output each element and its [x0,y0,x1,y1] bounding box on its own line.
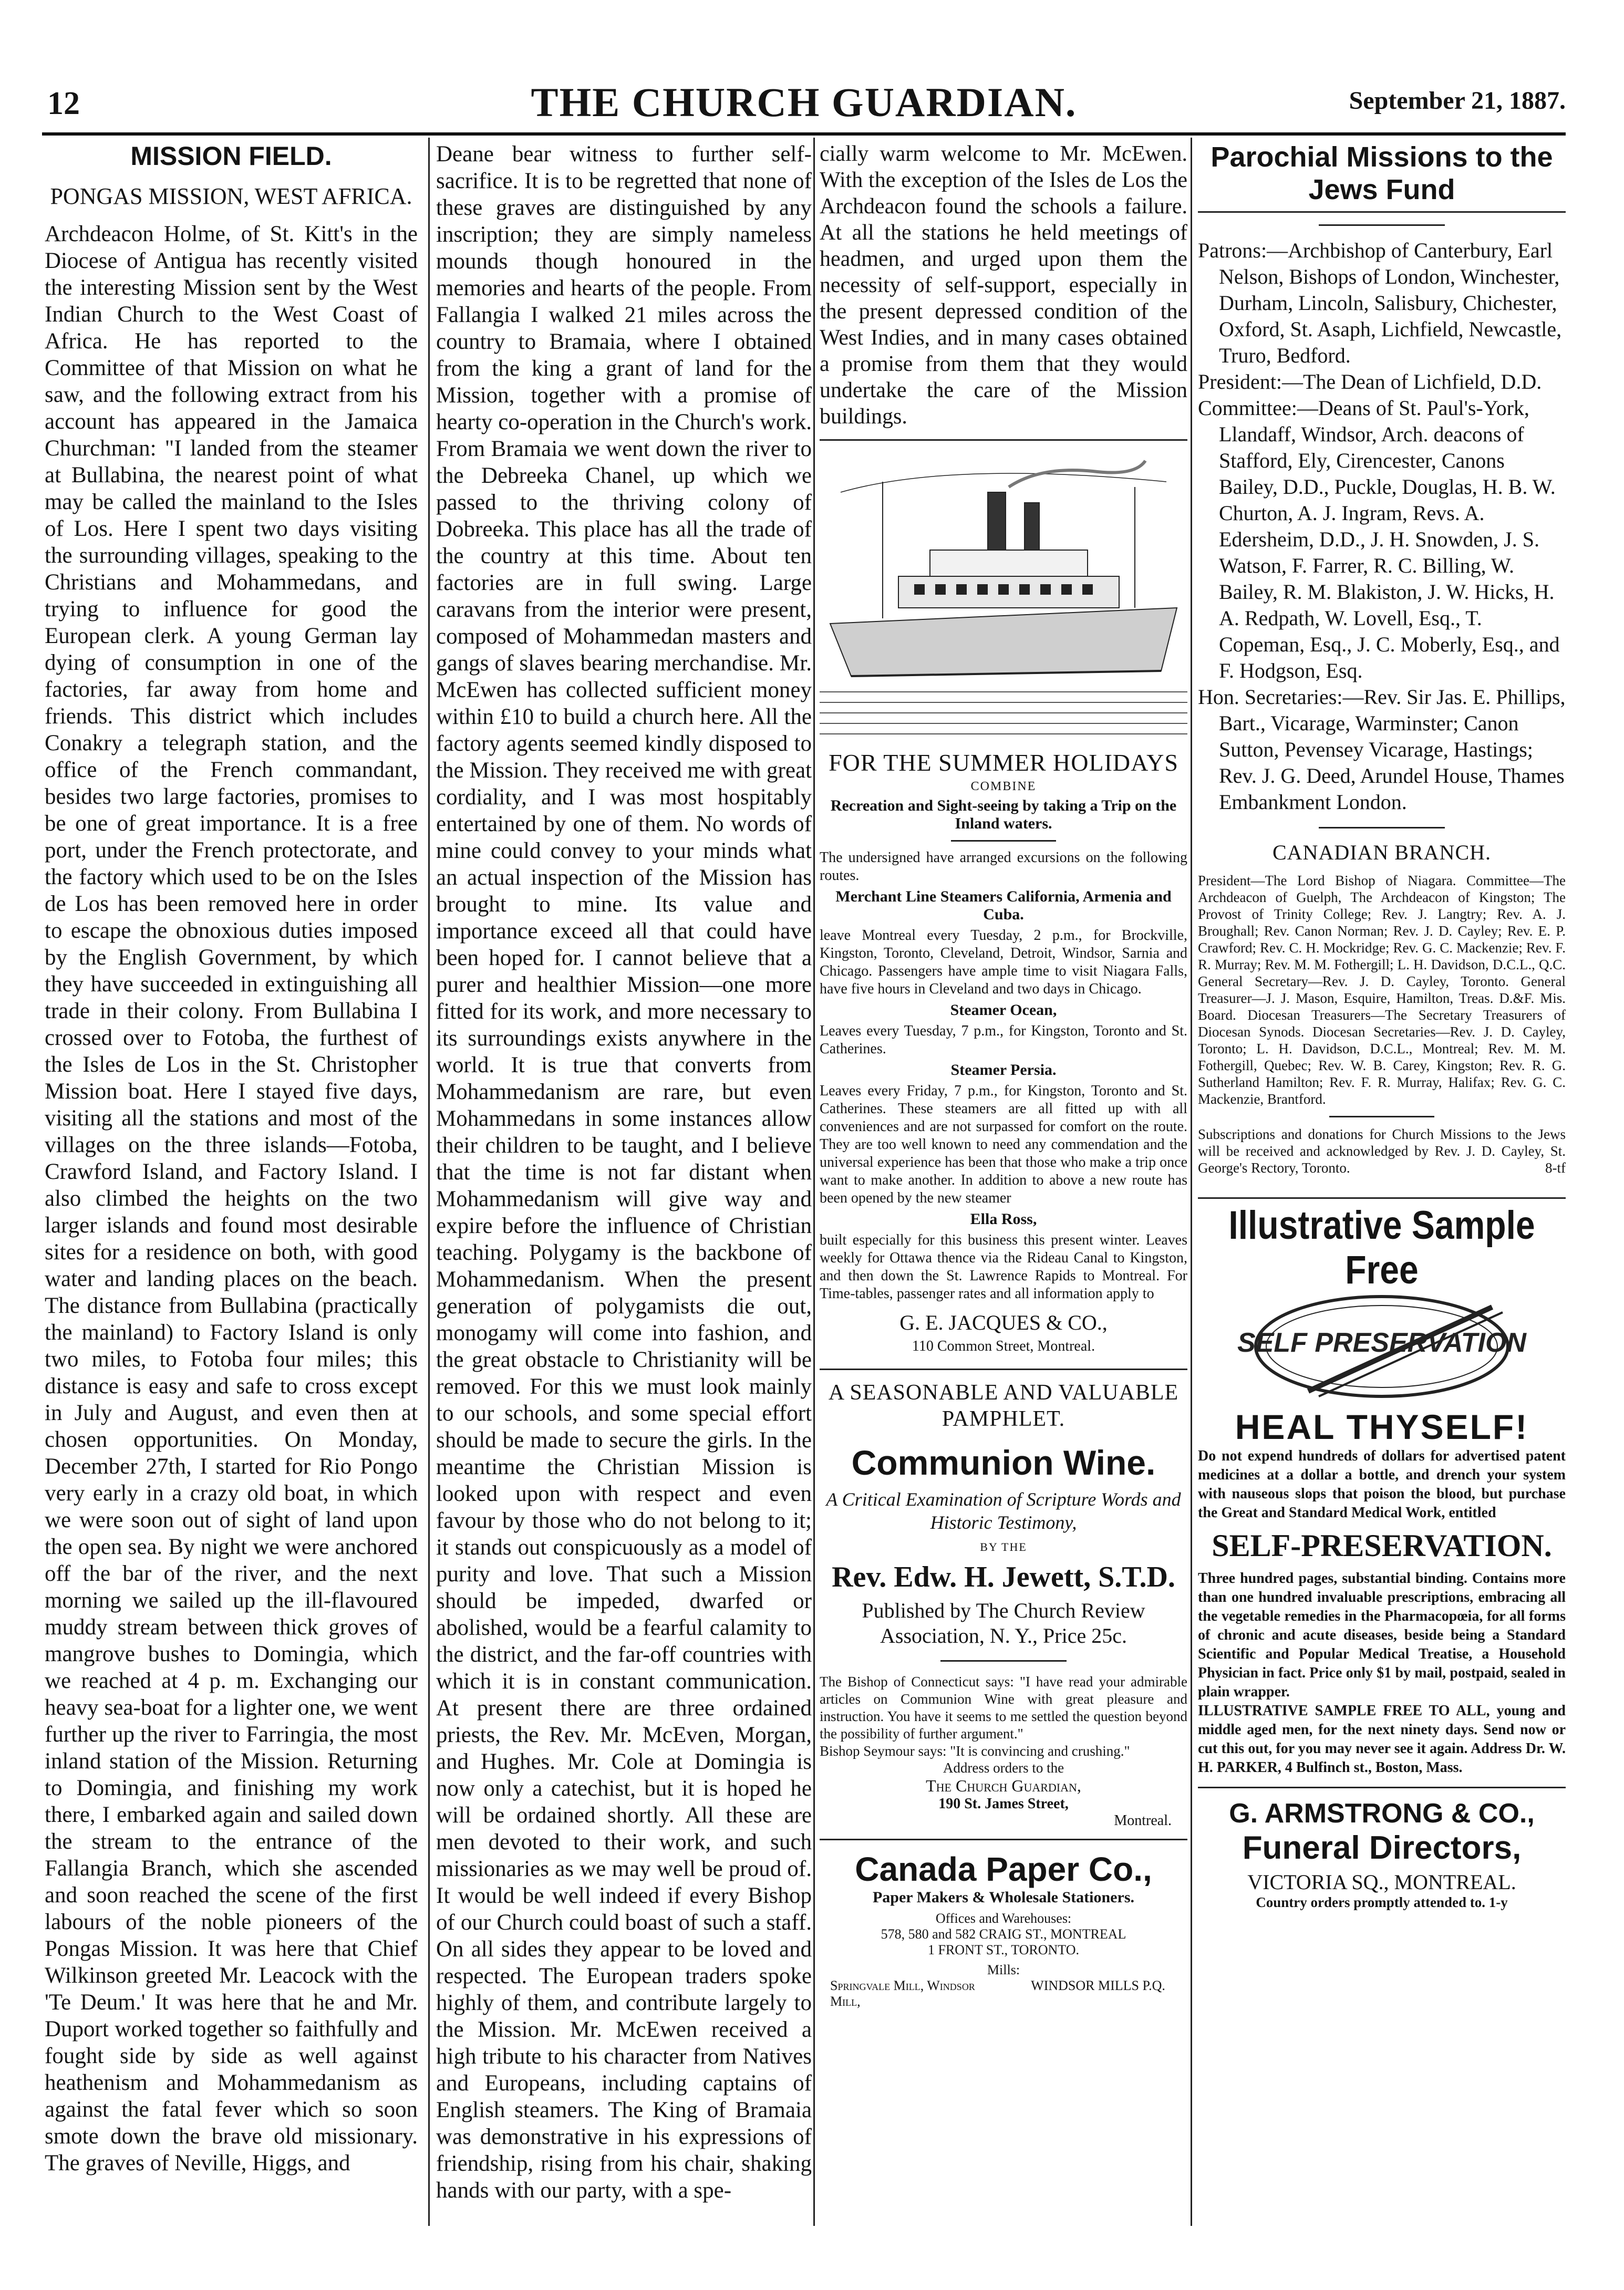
armstrong-note: Country orders promptly attended to. 1-y [1256,1894,1508,1910]
seal-text: SELF PRESERVATION [1237,1328,1526,1358]
pamphlet-by: BY THE [980,1540,1027,1553]
steamer-ella-ross-text: built especially for this business this present winter. Leaves weekly for Ottawa thence via the Rideau Canal to Kingston, and then down the St. Lawrence Rapids to Montreal. For Time-tables, passenger rates and all information apply to [820,1232,1187,1302]
subscriptions-notice [1198,1126,1566,1176]
steamer-ocean-title: Steamer Ocean, [950,1001,1057,1019]
divider [1319,827,1445,828]
steamer-ad-tagline: Recreation and Sight-seeing by taking a Trip on the Inland waters. [830,797,1177,832]
masthead-rule [42,132,1566,136]
armstrong-title: Funeral Directors, [1242,1830,1522,1866]
column-divider [813,138,815,2226]
newspaper-title: THE CHURCH GUARDIAN. [531,79,1077,125]
sample-free-heading: Illustrative Sample Free [1228,1202,1535,1292]
jews-fund-title: Parochial Missions to the Jews Fund [1198,141,1566,213]
pamphlet-address-city: Montreal. [1114,1812,1172,1829]
column-mission-field [45,141,418,2177]
steamer-agent-address: 110 Common Street, Montreal. [912,1338,1095,1354]
pamphlet-address-name: The Church Guardian, [926,1776,1081,1795]
canada-paper-offices-address: 578, 580 and 582 CRAIG ST., MONTREAL [881,1926,1126,1942]
steamer-persia-title: Steamer Persia. [950,1061,1057,1079]
steamer-ad-combine: COMBINE [970,780,1037,793]
subscriptions-text: Subscriptions and donations for Church Missions to the Jews will be received and acknowledged by Rev. J. D. Cayley, St. George's Rectory, Toronto. [1198,1126,1566,1176]
article-body: Archdeacon Holme, of St. Kitt's in the Diocese of Antigua has recently visited the interesting Mission sent by the West Indian Church to the West Coast of Africa. He has reported to the Committee of that Mission on what he saw, and the following extract from his account has appeared in the Jamaica Churchman: "I landed from the steamer at Bullabina, the nearest point of what may be called the mainland to the Isles of Los. Here I spent two days visiting the surrounding villages, speaking to the Christians and Mohammedans, and trying to influence for good the European clerk. A young German lay dying of consumption in one of the factories, far away from home and friends. This district which includes Conakry a telegraph station, and the office of the French commandant, besides two large factories, promises to be one of great importance. It is a free port, under the French protectorate, and the factory which used to be on the Isles de Los has been removed here in order to escape the obnoxious duties imposed by the English Government, by which they have succeeded in extinguishing all trade in their colony. From Bullabina I crossed over to Fotoba, the furthest of the Isles de Los in the St. Christopher Mission boat. Here I stayed five days, visiting all the stations and most of the villages on the three islands—Fotoba, Crawford Island, and Factory Island. I also climbed the heights on the two larger islands and found most desirable sites for a residence on both, with good water and landing places on the beach. The distance from Bullabina (practically the mainland) to Factory Island is only two miles, to Fotoba four miles; this distance is easy and safe to cross except in July and August, and even then at chosen opportunities. On Monday, December 27th, I started for Rio Pongo very early in a crazy old boat, in which we were soon out of sight of land upon the open sea. By night we were anchored off the bar of the river, and the next morning we sailed up the ill-flavoured muddy stream between thick groves of mangrove bushes to Domingia, which we reached at 4 p. m. Exchanging our heavy sea-boat for a lighter one, we went further up the river to Farringia, the most inland station of the Mission. Returning to Domingia, and finishing my work there, I embarked again and sailed down the stream to the entrance of the Fallangia Branch, which she ascended and soon reached the scene of the first labours of the noble pioneers of the Pongas Mission. It was here that Chief Wilkinson greeted Mr. Leacock with the 'Te Deum.' It was here that he and Mr. Duport worked together so faithfully and fought side by side as well against heathenism and Mohammedanism as against the fatal fever which so soon smote down the brave old missionary. The graves of Neville, Higgs, and [45,222,418,2175]
steamer-persia-text: Leaves every Friday, 7 p.m., for Kingston, Toronto and St. Catherines. These steamers are all fitted up with all conveniences and are not surpassed for comfort on the route. They are too well known to need any commendation and the universal experience has been that those who make a trip once want to make another. In addition to above a new route has been opened by the new steamer [820,1083,1187,1206]
steamer-illustration [820,450,1187,744]
pamphlet-subtitle: A Critical Examination of Scripture Words and Historic Testimony, [826,1489,1181,1533]
masthead [42,79,1566,129]
pamphlet-address-street: 190 St. James Street, [938,1796,1069,1812]
heal-thyself-heading: HEAL THYSELF! [1235,1407,1529,1446]
steamer-ad-intro: The undersigned have arranged excursions on the following routes. [820,849,1187,884]
divider [951,840,1056,842]
steamer-advertisement [820,450,1187,1355]
steamer-agent-company: G. E. JACQUES & CO., [899,1311,1108,1334]
armstrong-advertisement [1198,1798,1566,1911]
subscriptions-code: 8-tf [1545,1160,1566,1176]
steamer-ella-ross-title: Ella Ross, [970,1210,1037,1228]
divider [940,1660,1067,1662]
canada-paper-advertisement [820,1850,1187,2009]
article-conclusion: cially warm welcome to Mr. McEwen. With the exception of the Isles de Los the Archdeacon found the schools a failure. At all the stations he held meetings of headmen, and urged upon them the necessity of self-support, especially in the present depressed condition of the West Indies, and in many cases obtained a promise from them that they would undertake the care of the Mission buildings. [820,142,1187,429]
canada-paper-mills [820,1978,1187,2009]
divider [1329,1116,1434,1117]
pamphlet-author: Rev. Edw. H. Jewett, S.T.D. [832,1561,1175,1593]
pamphlet-publisher: Published by The Church Review Association, N. Y., Price 25c. [862,1599,1145,1647]
canada-paper-mills-names: Springvale Mill, Windsor Mill, [830,1978,975,2009]
fund-patrons: Patrons:—Archbishop of Canterbury, Earl Nelson, Bishops of London, Winchester, Durham, Lincoln, Salisbury, Chichester, Oxford, St. Asaph, Lichfield, Newcastle, Truro, Bedford. [1198,239,1562,367]
issue-date: September 21, 1887. [1349,87,1566,115]
heal-thyself-text: Do not expend hundreds of dollars for advertised patent medicines at a dollar a bottle, and drench your system with nauseous slops that poison the blood, but purchase the Great and Standard Medical Work, entitled [1198,1448,1566,1521]
book-offer: ILLUSTRATIVE SAMPLE FREE TO ALL, young and middle aged men, for the next ninety days. Send now or cut this out, for you may never see it again. Address Dr. W. H. PARKER, 4 Bulfinch st., Boston, Mass. [1198,1703,1566,1776]
column-divider [428,138,430,2226]
article-subheading: PONGAS MISSION, WEST AFRICA. [50,183,412,209]
divider [820,439,1187,441]
pamphlet-title: Communion Wine. [851,1443,1156,1482]
page-number: 12 [47,86,80,121]
book-description: Three hundred pages, substantial binding. Contains more than one hundred invaluable prescriptions, embracing all the vegetable remedies in the Pharmacopœia, for all forms of chronic and acute diseases, beside being a Standard Scientific and Popular Medical Treatise, a Household Physician in fact. Price only $1 by mail, postpaid, sealed in plain wrapper. [1198,1570,1566,1700]
column-advertisements [820,141,1187,2009]
armstrong-name: G. ARMSTRONG & CO., [1229,1798,1535,1829]
column-notices [1198,141,1566,1911]
armstrong-address: VICTORIA SQ., MONTREAL. [1247,1870,1516,1894]
article-body-continued: Deane bear witness to further self-sacrifice. It is to be regretted that none of these graves are distinguished by any inscription; they are simply nameless mounds though honoured in the memories and hearts of the people. From Fallangia I walked 21 miles across the country to Bramaia, where I obtained from the king a grant of land for the Mission, together with a promise of hearty co-operation in the Church's work. From Bramaia we went down the river to the Debreeka Chanel, up which we passed to the thriving colony of Dobreeka. This place has all the trade of the country at this time. About ten factories are in full swing. Large caravans from the interior were present, composed of Mohammedan masters and gangs of slaves bearing merchandise. Mr. McEwen has collected sufficient money within £10 to build a church here. All the factory agents seemed kindly disposed to the Mission. They received me with great cordiality, and I was most hospitably entertained by one of them. No words of mine could convey to your minds what an actual inspection of the Mission has brought to mine. Its value and importance exceed all that could have been hoped for. I cannot believe that a purer and healthier Mission—one more fitted for its work, and more necessary to its surroundings exists anywhere in the world. It is true that converts from Mohammedanism are rare, but even Mohammedans in some instances allow their children to be taught, and I believe that the time is not far distant when Mohammedanism will give way and expire before the influence of Christian teaching. Polygamy is the backbone of Mohammedanism. When the present generation of polygamists die out, monogamy will come into fashion, and the great obstacle to Christianity will be removed. For this we must look mainly to our schools, and some special effort should be made to secure the girls. In the meantime the Christian Mission is looked upon with respect and even favour by those who do not belong to it; it stands out conspicuously as a model of purity and love. That such a Mission should be impeded, dwarfed or abolished, would be a fearful calamity to the district, and the far-off countries with which it is in constant communication. At present there are three ordained priests, the Rev. Mr. McEven, Morgan, and Hughes. Mr. Cole at Domingia is now only a catechist, but it is hoped he will be ordained shortly. All these are men devoted to their work, and such missionaries as we may well be proud of. It would be well indeed if every Bishop of our Church could boast of such a staff. On all sides they appear to be loved and respected. The European traders spoke highly of them, and contribute largely to the Mission. Mr. McEwen received a high tribute to his character from Natives and Europeans, including captains of English steamers. The King of Bramaia was demonstrative in his expressions of friendship, rising from his chair, shaking hands with our party, with a spe- [436,142,812,2203]
canadian-branch-heading: CANADIAN BRANCH. [1272,841,1492,864]
pamphlet-ad-heading: A SEASONABLE AND VALUABLE PAMPHLET. [828,1381,1179,1431]
canadian-branch-text: President—The Lord Bishop of Niagara. Committee—The Archdeacon of Guelph, The Archdeacon of Kingston; The Provost of Trinity College; Rev. J. Langtry; Rev. A. J. Broughall; Rev. Canon Norman; Rev. J. D. Cayley; Rev. E. P. Crawford; Rev. C. H. Mockridge; Rev. G. C. Mackenzie; Rev. F. R. Murray; Rev. M. M. Fothergill; L. H. Davidson, D.C.L., Q.C. General Secretary—Rev. J. D. Cayley, Toronto. General Treasurer—J. J. Mason, Esquire, Hamilton, Treas. D.&F. Mis. Board. Diocesan Treasurers—The Secretary Treasurers of Diocesan Synods. Diocesan Secretaries—Rev. J. D. Cayley, Toronto; L. H. Davidson, D.C.L., Montreal; Rev. M. M. Fothergill, Quebec; Rev. W. B. Carey, Kingston; Rev. R. G. Sutherland Hamilton; Rev. F. R. Murray, Halifax; Rev. G. C. Mackenzie, Brantford. [1198,873,1566,1107]
divider [820,1369,1187,1370]
steamer-ocean-text: Leaves every Tuesday, 7 p.m., for Kingston, Toronto and St. Catherines. [820,1023,1187,1057]
fund-secretaries: Hon. Secretaries:—Rev. Sir Jas. E. Phillips, Bart., Vicarage, Warminster; Canon Sutton, Pevensey Vicarage, Hastings; Rev. J. G. Deed, Arundel House, Thames Embankment London. [1198,685,1566,814]
pamphlet-quote-seymour: Bishop Seymour says: "It is convincing and crushing." [820,1743,1130,1759]
canada-paper-mills-location: WINDSOR MILLS P.Q. [1031,1978,1165,1993]
divider [1198,1787,1566,1788]
steamer-ad-heading: FOR THE SUMMER HOLIDAYS [829,749,1178,776]
section-heading: MISSION FIELD. [130,141,332,171]
seal-illustration [1198,1291,1566,1402]
divider [1319,224,1445,226]
column-divider [1191,138,1192,2226]
pamphlet-address-label: Address orders to the [943,1760,1064,1776]
self-preservation-advertisement [1198,1202,1566,1777]
canada-paper-name: Canada Paper Co., [855,1850,1152,1888]
divider [1198,1197,1566,1199]
fund-committee: Committee:—Deans of St. Paul's-York, Llandaff, Windsor, Arch. deacons of Stafford, Ely, Cirencester, Canons Bailey, D.D., Puckle, Douglas, H. B. W. Churton, A. J. Ingram, Revs. A. Edersheim, D.D., J. H. Snowden, J. S. Watson, F. Farrer, R. C. Billing, W. Bailey, R. M. Blakiston, J. W. Hicks, H. A. Redpath, W. Lovell, Esq., T. Copeman, Esq., J. C. Moberly, Esq., and F. Hodgson, Esq. [1198,396,1560,682]
merchant-line-title: Merchant Line Steamers California, Armenia and Cuba. [835,888,1172,923]
book-title: SELF-PRESERVATION. [1212,1528,1552,1563]
canada-paper-offices-toronto: 1 FRONT ST., TORONTO. [928,1942,1079,1957]
fund-president: President:—The Dean of Lichfield, D.D. [1198,370,1542,393]
column-article-continued [436,141,812,2204]
pamphlet-advertisement [820,1380,1187,1829]
merchant-line-text: leave Montreal every Tuesday, 2 p.m., for Brockville, Kingston, Toronto, Cleveland, Detroit, Windsor, Sarnia and Chicago. Passengers have ample time to visit Niagara Falls, have five hours in Cleveland and two days in Chicago. [820,927,1187,997]
canada-paper-tagline: Paper Makers & Wholesale Stationers. [872,1889,1134,1906]
divider [820,1839,1187,1840]
pamphlet-quote-connecticut: The Bishop of Connecticut says: "I have read your admirable articles on Communion Wine with great pleasure and instruction. You have it seems to me settled the question beyond the possibility of further argument." [820,1674,1187,1742]
canada-paper-offices-label: Offices and Warehouses: [935,1911,1072,1926]
canada-paper-mills-label: Mills: [987,1962,1020,1977]
